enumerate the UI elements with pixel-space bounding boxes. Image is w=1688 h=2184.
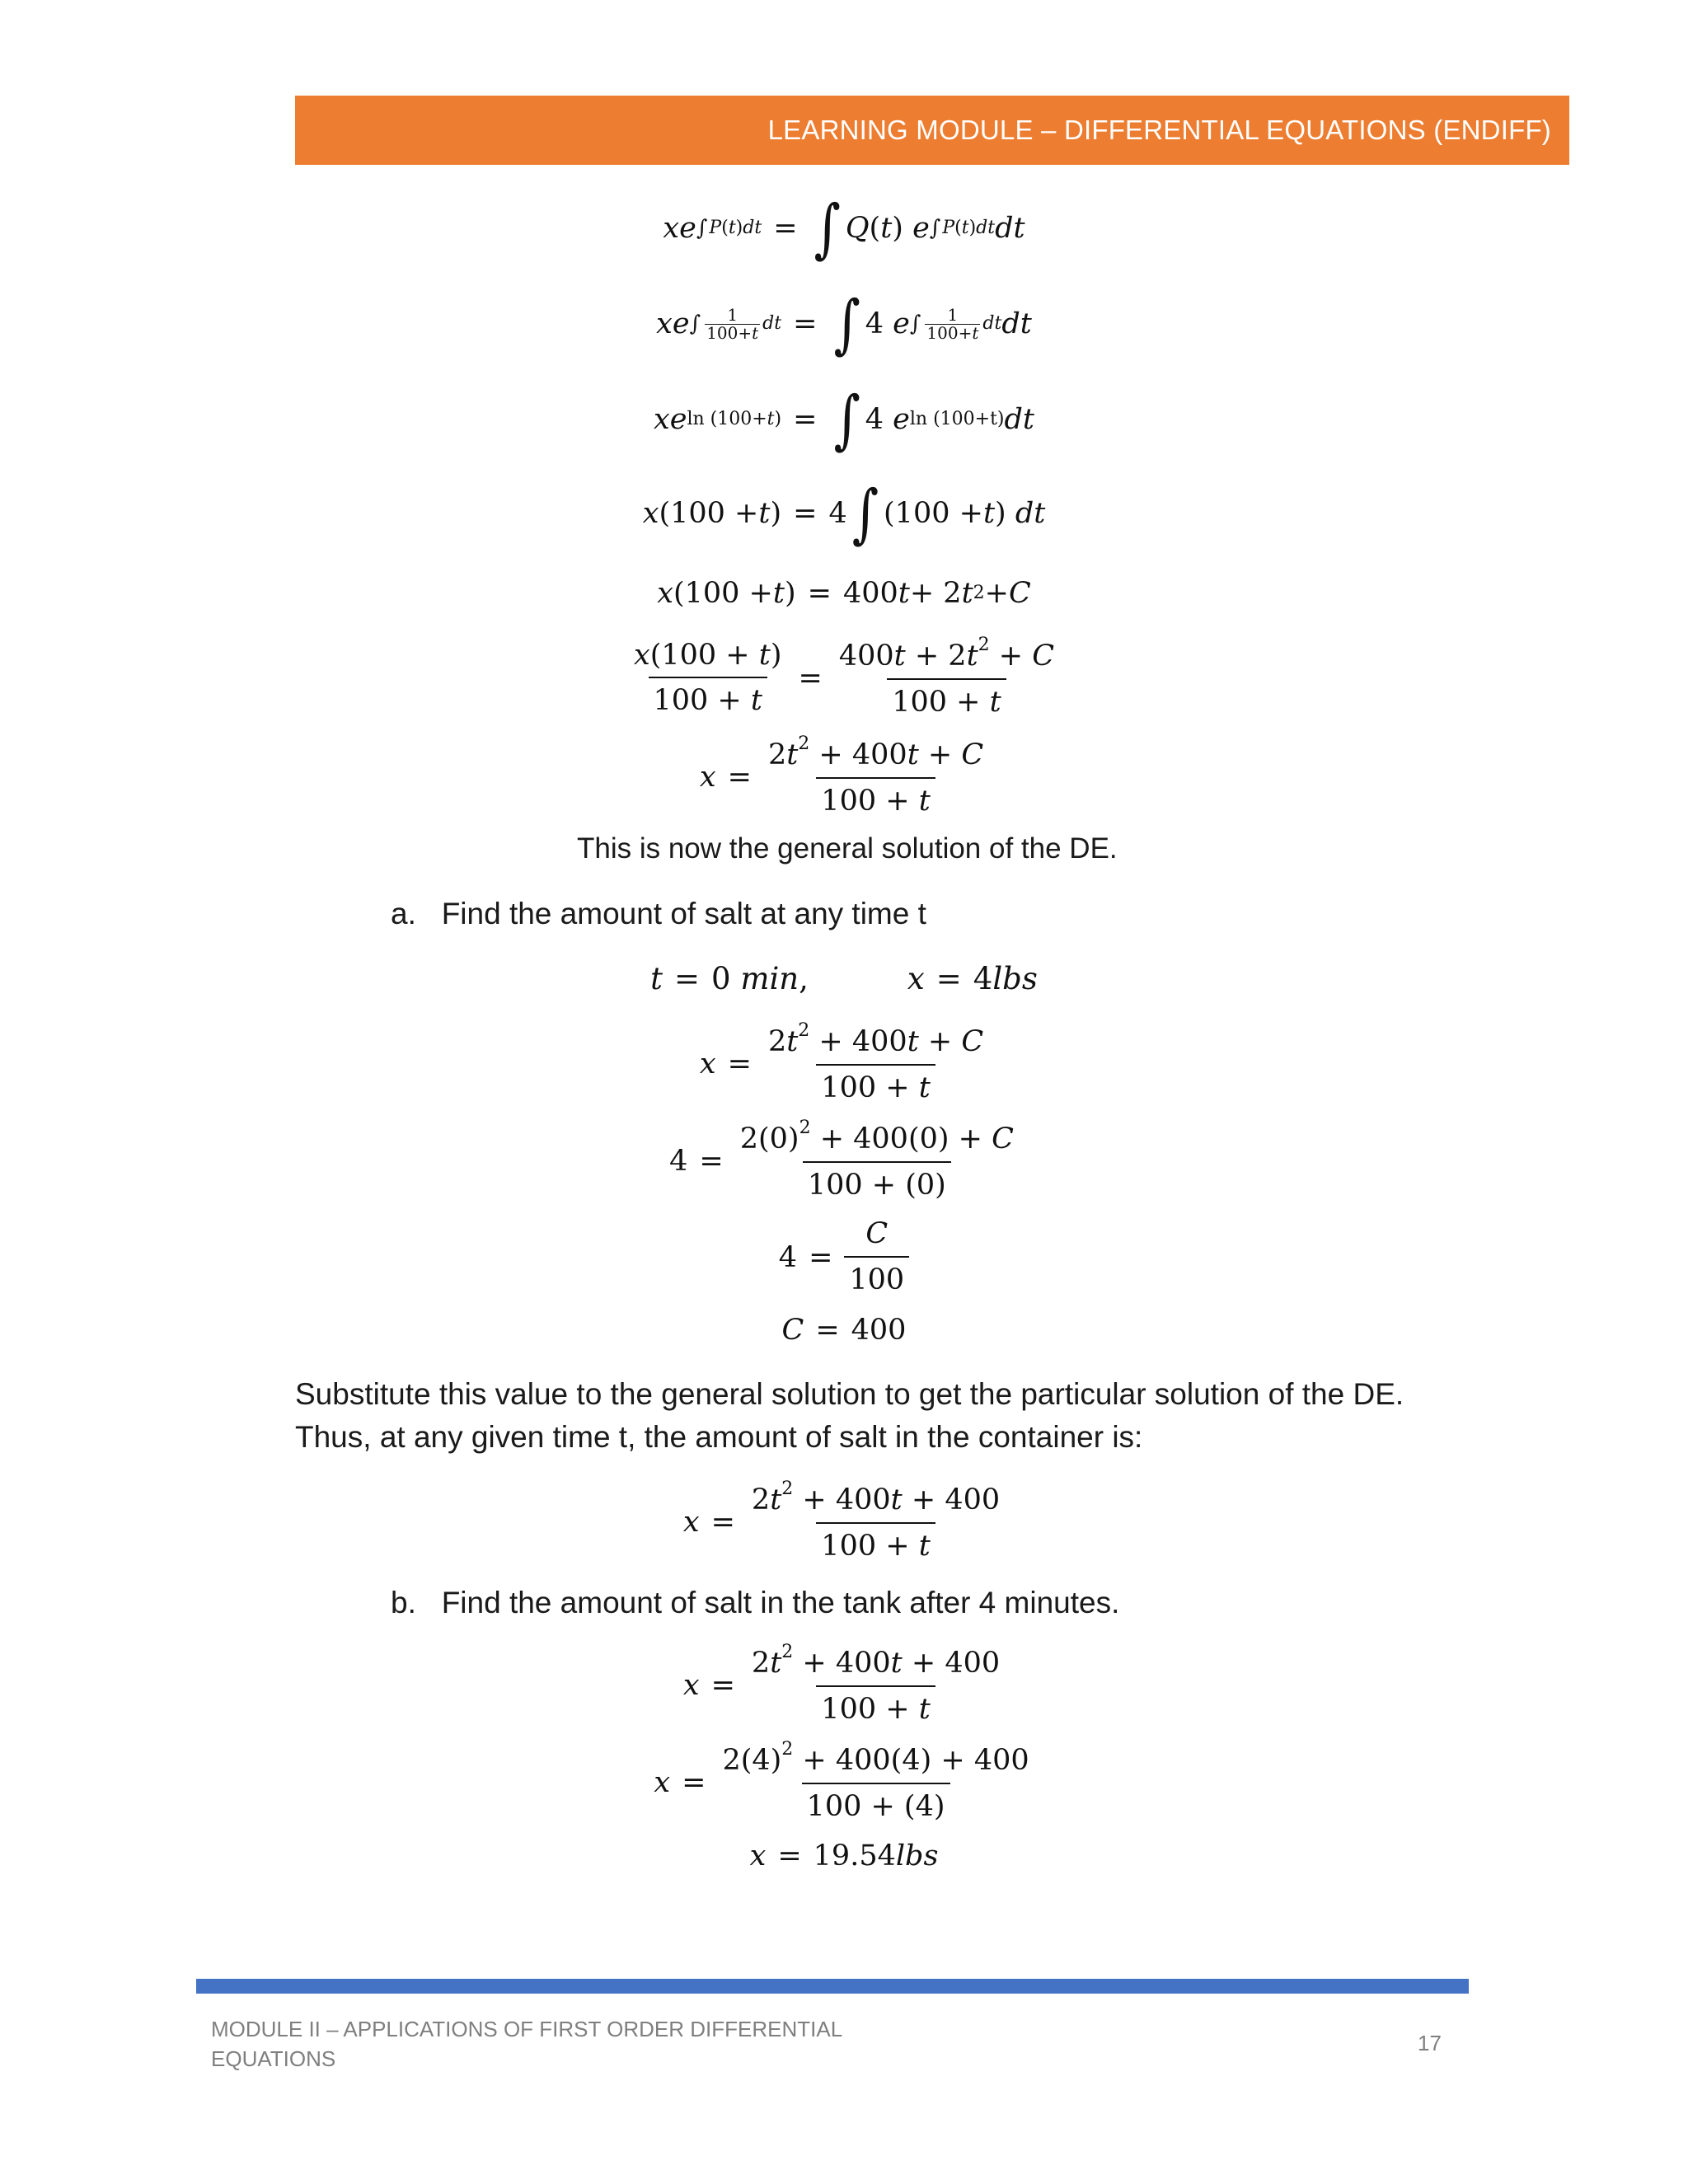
page-number: 17 (1418, 2031, 1442, 2055)
footer-module: MODULE II – APPLICATIONS OF FIRST ORDER DIFFERENTIAL EQUATIONS (211, 2017, 842, 2071)
header-title: LEARNING MODULE – DIFFERENTIAL EQUATIONS (ENDIFF) (767, 115, 1551, 145)
substitute-paragraph (295, 1373, 1449, 1459)
equation-3: x e ln (100+ t ) = ∫ 4 e ln (100+t) dt (653, 381, 1034, 457)
equation-6: $\frac{x(100 + t)}{100 + t}$ = $\frac{400t + 2t2 + C}{100 + t}$ (0, 636, 1688, 721)
equation-particular-solution: x = $\frac{2t2 + 400t + 400}{100 + t}$ (0, 1480, 1688, 1565)
equation-2: x e ∫ 1 100+t dt = ∫ 4 e ∫ 1 100+t dt dt (656, 285, 1032, 361)
substitute-line-2: Thus, at any given time t, the amount of salt in the container is: (295, 1420, 1143, 1454)
equation-1: x e ∫ P ( t ) dt = ∫ Q ( t ) e ∫ P ( t ) dt dt (663, 190, 1025, 265)
equation-9: 4 = $\frac{2(0)2 + 400(0) + C}{100 + (0)}$ (0, 1119, 1688, 1204)
equation-4: x (100 + t ) = 4 ∫ (100 + t ) dt (642, 475, 1046, 551)
equation-12: x = $\frac{2(4)2 + 400(4) + 400}{100 + (4)}$ (0, 1741, 1688, 1825)
equation-7: x = $\frac{2t2 + 400t + C}{100 + t}$ (0, 735, 1688, 820)
item-a: a. Find the amount of salt at any time t (391, 897, 926, 930)
footer-rule (196, 1979, 1469, 1994)
equation-11: x = $\frac{2t2 + 400t + 400}{100 + t}$ (0, 1643, 1688, 1728)
general-solution-note: This is now the general solution of the DE. (577, 832, 1118, 865)
equation-initial-condition: t = 0 min , x = 4 lbs (650, 961, 1038, 996)
item-b: b. Find the amount of salt in the tank after 4 minutes. (391, 1586, 1120, 1619)
equation-5: x (100 + t ) = 400 t + 2 t 2 + C (657, 577, 1031, 610)
equation-result: x = 19.54 lbs (749, 1840, 939, 1872)
equation-constant: C = 400 (781, 1314, 907, 1347)
equation-10: 4 = $\frac{C}{100}$ (0, 1216, 1688, 1299)
header-bar (295, 96, 1569, 165)
substitute-line-1: Substitute this value to the general solution to get the particular solution of the DE. (295, 1377, 1404, 1411)
equation-8: x = $\frac{2t2 + 400t + C}{100 + t}$ (0, 1022, 1688, 1107)
